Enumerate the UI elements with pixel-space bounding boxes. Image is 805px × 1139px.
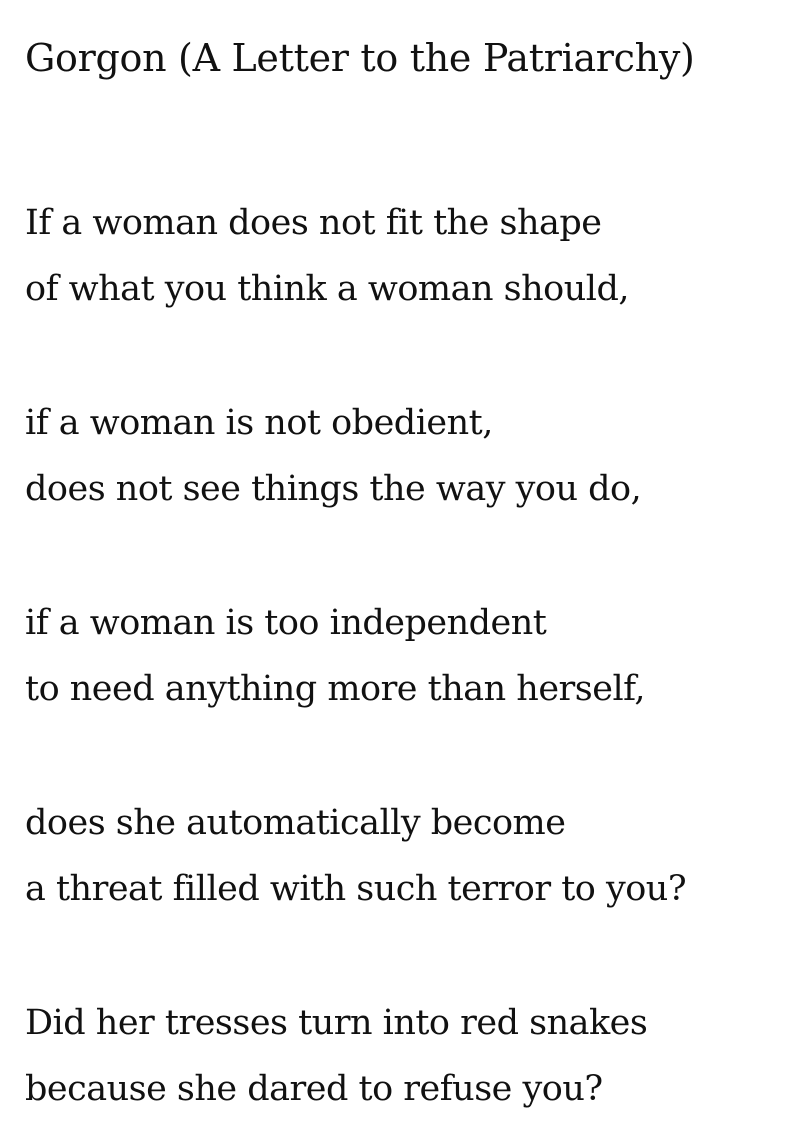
poem-line: a threat filled with such terror to you?: [25, 869, 687, 909]
poem-line: Did her tresses turn into red snakes: [25, 1003, 648, 1043]
stanza: [25, 790, 686, 922]
stanza: [25, 590, 645, 722]
poem-line: if a woman is too independent: [25, 603, 547, 643]
stanza: [25, 390, 641, 522]
poem-line: because she dared to refuse you?: [25, 1069, 603, 1109]
poem-line: does she automatically become: [25, 803, 566, 843]
poem-line: If a woman does not fit the shape: [25, 203, 602, 243]
poem-line: does not see things the way you do,: [25, 469, 642, 509]
poem-line: if a woman is not obedient,: [25, 403, 493, 443]
poem-line: to need anything more than herself,: [25, 669, 645, 709]
stanza: [25, 990, 647, 1122]
poem-line: of what you think a woman should,: [25, 269, 629, 309]
stanza: [25, 190, 629, 322]
poem-title: Gorgon (A Letter to the Patriarchy): [25, 36, 695, 80]
